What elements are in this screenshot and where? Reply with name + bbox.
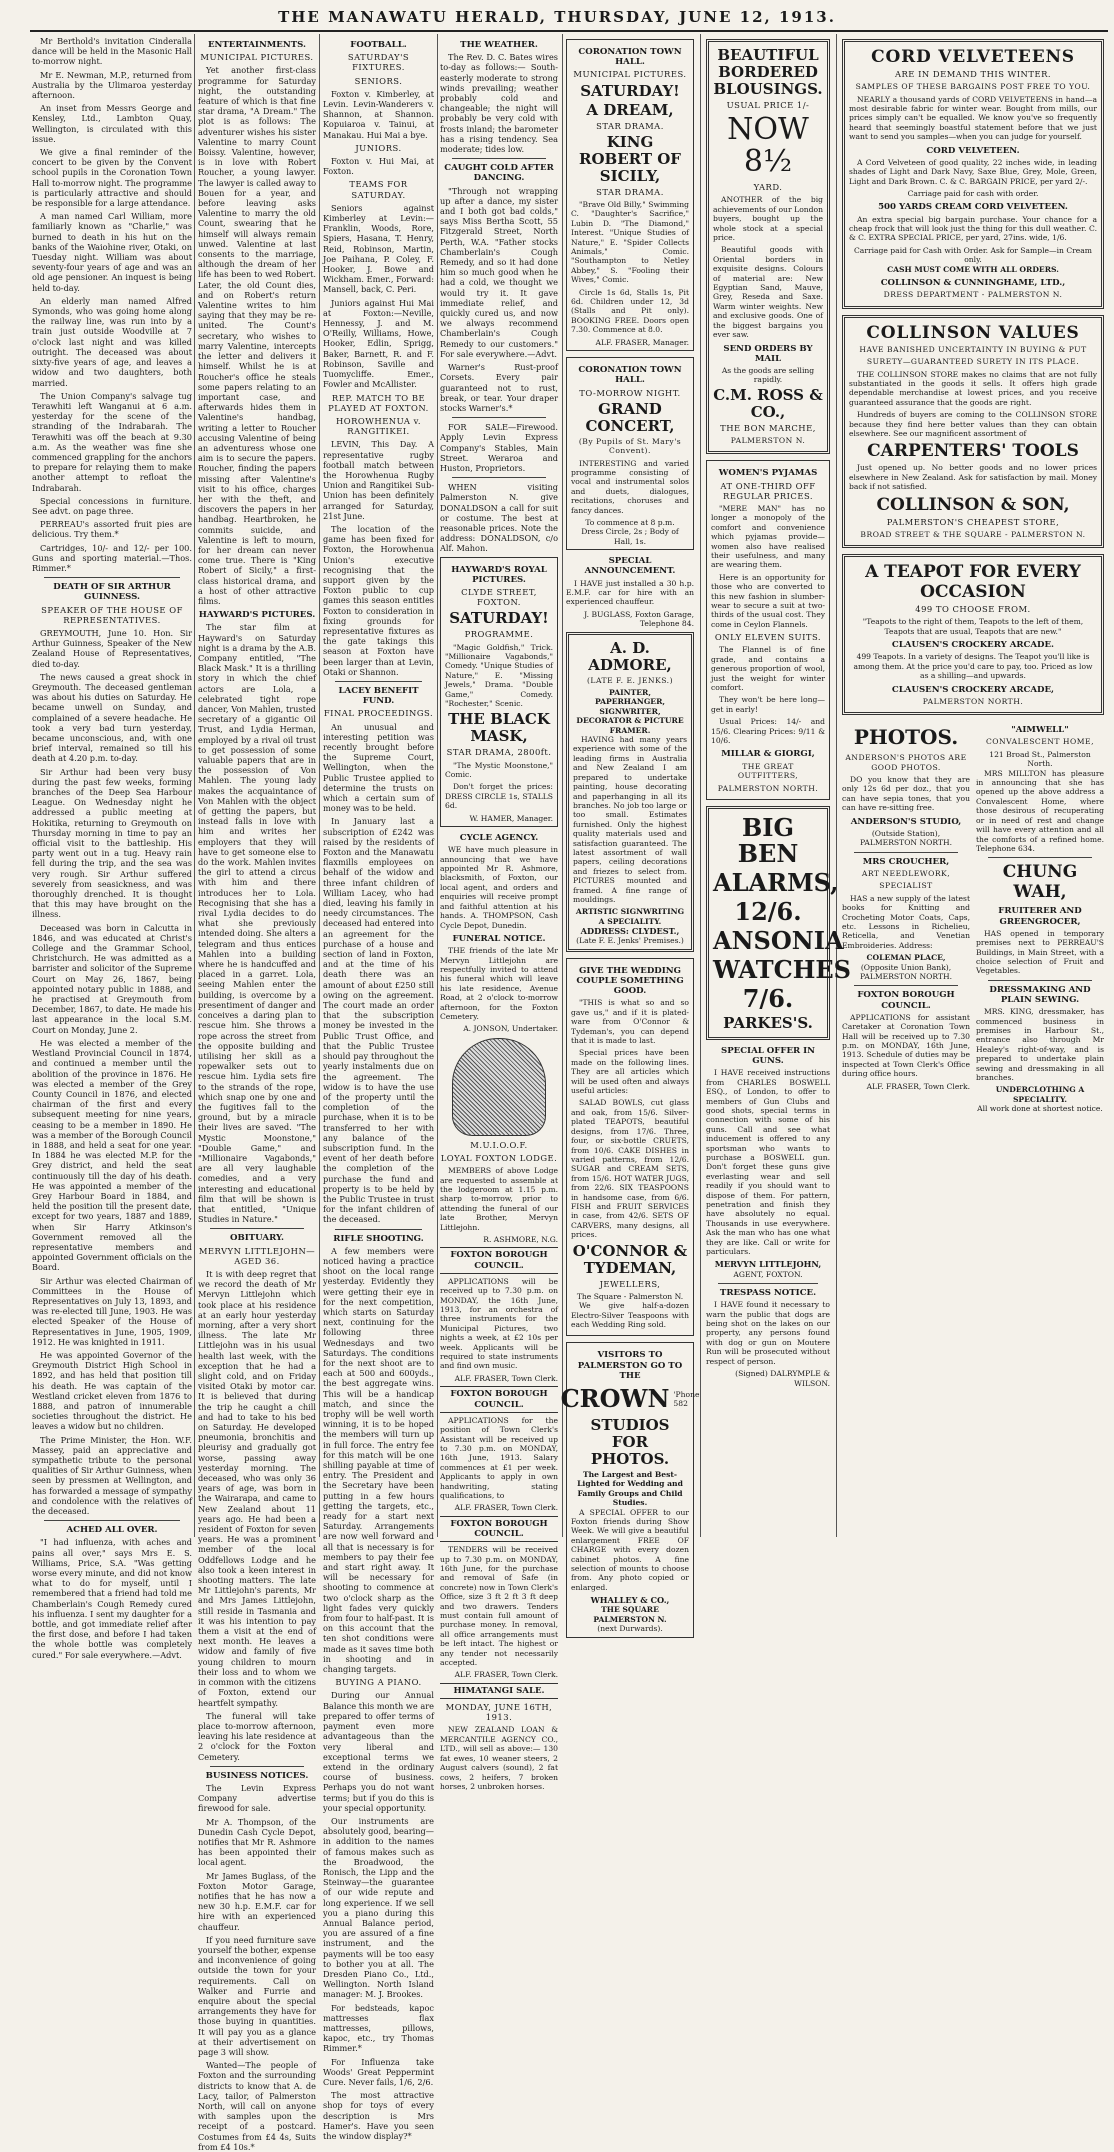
ad-price: 12/6. <box>734 896 802 926</box>
classified-ad: FOR SALE—Firewood. Apply Levin Express Company's Stables, Main Street. Weraroa and Huston, Proprietors. <box>440 422 558 473</box>
article-paragraph: Sir Arthur had been very busy during the past few weeks, forming branches of the Deep Sea Harbour League. On Wednesday night he addressed a public meeting at Hokitika, returning to Greymouth on Thursday morning in time to pay an official visit to the battleship. His party went out in a tug. Heavy rain fell during the trip, and the sea was very rough. Sir Arthur suffered severely from seasickness, and was thoroughly drenched. It is thought that this may have brought on the illness. <box>32 766 192 920</box>
ad-body: DO you know that they are only 12s 6d per doz., that you can have sepia tones, that you can have re-sitting free. <box>842 775 970 813</box>
ad-feature-sub: (By Pupils of St. Mary's Convent). <box>578 436 682 456</box>
article-subheading: BUYING A PIANO. <box>335 1677 422 1688</box>
notice-signature: MERVYN LITTLEJOHN, <box>714 1259 822 1270</box>
section-heading: FOOTBALL. <box>350 40 407 50</box>
news-item: Mr E. Newman, M.P., returned from Australia by the Ulimaroa yesterday afternoon. <box>32 69 192 101</box>
column-4 <box>440 36 558 1791</box>
ad-signature: W. HAMER, Manager. <box>469 813 553 823</box>
notice-body: I HAVE found it necessary to warn the public that dogs are being shot on the lakes on our property, any persons found with dog or gun on Moutere Run will be prosecuted without respect of person. <box>706 1300 830 1366</box>
ad-title: GIVE THE WEDDING COUPLE SOMETHING GOOD. <box>576 965 684 997</box>
separator <box>335 1229 422 1230</box>
ad-body: Hundreds of buyers are coming to the COLLINSON STORE because they find here better values than they can obtain elsewhere. See our magnificent assortment of <box>849 410 1097 438</box>
ad-tagline: The Largest and Best-Lighted for Wedding and Family Groups and Child Studies. <box>577 1470 683 1508</box>
ad-body: INTERESTING and varied programme consisting of vocal and instrumental solos and duets, dialogues, recitations, choruses and fancy dances. <box>571 458 689 515</box>
millar-giorgi-ad <box>706 460 830 800</box>
column-5 <box>560 36 700 1634</box>
ad-title: A. D. ADMORE, <box>588 638 672 674</box>
separator <box>854 852 958 853</box>
ad-trade: PAINTER, PAPERHANGER, SIGNWRITER, DECORATOR & PICTURE FRAMER. <box>576 688 684 735</box>
ad-feature-sub: STAR DRAMA, 2800ft. <box>446 747 552 758</box>
ad-subtitle: HAVE BANISHED UNCERTAINTY IN BUYING & PUT <box>859 344 1087 354</box>
separator <box>452 158 546 159</box>
notice-heading: SPECIAL ANNOUNCEMENT. <box>584 556 676 577</box>
grand-concert-ad <box>566 357 694 550</box>
article-paragraph: During our Annual Balance this month we are prepared to offer terms of payment even more advantageous than the very liberal and exceptional terms we extend in the ordinary course of business. Perhaps you do not want terms; but if you do this is your special opportunity. <box>323 1690 434 1813</box>
ad-usual-price: USUAL PRICE 1/- <box>726 100 810 110</box>
separator <box>988 980 1092 981</box>
article-heading: ACHED ALL OVER. <box>66 1525 158 1536</box>
ad-feature-sub: STAR DRAMA. <box>596 186 664 197</box>
ad-title: HAYWARD'S ROYAL PICTURES. <box>451 564 547 585</box>
news-item: The Union Company's salvage tug Terawhiti left Wanganui at 6 a.m. yesterday for the scene of the stranding of the Indrabarah. The Terawhiti was off the beach at 9.30 a.m. As the weather was fine she commenced grappling for the anchors to prepare for relaying them to make another attempt to refloat the Indrabarah. <box>32 390 192 493</box>
ad-product: BIG BEN <box>737 812 799 868</box>
notice-body: APPLICATIONS for the position of Town Clerk's Assistant will be received up to 7.30 p.m. on MONDAY, 16th June, 1913. Salary commences at £1 per week. Applicants to apply in own handwriting, stating qualifications, to <box>440 1415 558 1500</box>
ad-highlight: ONLY ELEVEN SUITS. <box>714 632 822 643</box>
ad-body: A SPECIAL OFFER to our Foxton friends during Show Week. We will give a beautiful enlargement FREE OF CHARGE with every dozen cabinet photos. A fine selection of mounts to choose from. Any photo copied or enlarged. <box>571 1507 689 1592</box>
ad-trade: JEWELLERS, <box>599 1278 661 1289</box>
ad-section-title: CORD VELVETEEN. <box>926 145 1020 156</box>
ad-town: PALMERSTON N. <box>730 435 806 445</box>
classifieds-right <box>976 721 1104 1113</box>
classifieds-row <box>842 721 1104 1113</box>
article-paragraph: Foxton v. Hui Mai, at Foxton. <box>323 156 434 177</box>
separator <box>44 1520 180 1521</box>
ad-address: CLYDE STREET, FOXTON. <box>461 586 537 608</box>
ad-body: Just opened up. No better goods and no lower prices elsewhere in New Zealand. Ask for satisfaction by mail. Money back if not satisfied. <box>849 463 1097 492</box>
ad-extra: "The Mystic Moonstone," Comic. <box>445 760 553 780</box>
article-paragraph: Our instruments are absolutely good, bearing—in addition to the names of famous makes such as the Broadwood, the Ronisch, the Lipp and the Steinway—the guarantee of our wide repute and long experience. If we sell you a piano during this Annual Balance period, you are assured of a fine instrument, and the payments will be too easy to bother you at all. The Dresden Piano Co., Ltd., Wellington. North Island manager: M. J. Brookes. <box>323 1815 434 2000</box>
ad-note: CASH MUST COME WITH ALL ORDERS. <box>887 264 1059 274</box>
ad-day: SATURDAY! <box>449 609 549 628</box>
separator <box>854 985 958 986</box>
notice-date: MONDAY, JUNE 16TH, 1913. <box>445 1702 553 1723</box>
article-subheading: MERVYN LITTLEJOHN—AGED 36. <box>198 1245 316 1266</box>
ad-trade: ART NEEDLEWORK, <box>861 868 951 878</box>
news-item: An inset from Messrs George and Kensley, Ltd., Lambton Quay, Wellington, is circulated with this issue. <box>32 103 192 144</box>
ad-company: COLLINSON & SON, <box>876 494 1070 515</box>
ad-prices: Don't forget the prices: DRESS CIRCLE 1s, STALLS 6d. <box>445 782 553 811</box>
column-7 <box>842 36 1104 1536</box>
article-subheading: SPEAKER OF THE HOUSE OF REPRESENTATIVES. <box>41 604 183 625</box>
ad-town: PALMERSTON NORTH. <box>859 971 953 981</box>
ad-address: ADDRESS: CLYDEST., <box>580 926 680 937</box>
ad-programme: "Brave Old Billy," Swimming C. "Daughter's Sacrifice," Lubin D. "The Diamond," Interest. "Unique Studies of Nature," E. "Spider Collects Animals," Comic. "Southampton to Netley Abbey," S. "Fooling their Wives," Comic. <box>571 200 689 285</box>
article-paragraph: Deceased was born in Calcutta in 1846, and was educated at Christ's College and the Grammar School, Christchurch. He was admitted as a barrister and solicitor of the Supreme Court on May 26, 1867, being appointed notary public in 1888, and he practised at Greymouth from December, 1867, to date. He made his last appearance in the local S.M. Court on Monday, June 2. <box>32 922 192 1035</box>
ad-title: CORONATION TOWN HALL. <box>578 365 682 386</box>
ad-subtitle: SAMPLES OF THESE BARGAINS POST FREE TO YOU. <box>855 82 1091 92</box>
ad-body: HAS opened in temporary premises next to PERREAU'S Buildings, in Main Street, with a choice selection of Fruit and Vegetables. <box>976 928 1104 976</box>
ad-price: 7/6. <box>742 983 794 1013</box>
ad-feature: GRAND CONCERT, <box>585 399 675 435</box>
ad-body: They won't be here long—get in early! <box>711 695 825 714</box>
ad-signature: ALF. FRASER, Manager. <box>595 337 689 347</box>
article-paragraph: The Rev. D. C. Bates wires to-day as follows:— South-easterly moderate to strong winds prevailing; weather probably cold and changeable; the night will probably be very cold with frosts inland; the barometer has a rising tendency. Sea moderate; tides low. <box>440 52 558 155</box>
notice-item: For Influenza take Woods' Great Peppermint Cure. Never fails, 1/6, 2/6. <box>323 2056 434 2087</box>
ad-feature-sub: STAR DRAMA. <box>596 120 664 131</box>
notice-item: Mr James Buglass, of the Foxton Motor Garage, notifies that he has now a new 30 h.p. E.M.F. car for hire with an experienced chauffeur. <box>198 1870 316 1932</box>
ad-day: SATURDAY! <box>580 81 680 100</box>
ad-product: ALARMS, <box>713 867 839 897</box>
section-heading: ENTERTAINMENTS. <box>207 40 306 50</box>
ad-address: 121 Broad St., Palmerston North. <box>989 749 1091 769</box>
ad-product: WATCHES <box>713 954 851 984</box>
ad-title: VISITORS TO PALMERSTON GO TO THE <box>577 1350 683 1381</box>
notice-signature: R. ASHMORE, N.G. <box>483 1235 558 1245</box>
notice-body: MEMBERS of above Lodge are requested to assemble at the lodgeroom at 1.15 p.m. sharp to-morrow, prior to attending the funeral of our late Brother, Mervyn Littlejohn. <box>440 1166 558 1232</box>
ad-body: 499 Teapots. In a variety of designs. The Teapot you'll like is among them. At the price you'd care to pay, too. Priced as low as a shilling—and upwards. <box>853 652 1093 681</box>
ad-company: COLLINSON & CUNNINGHAME, LTD., <box>880 278 1066 289</box>
ad-address-note: (Late F. E. Jenks' Premises.) <box>576 936 684 946</box>
ad-subtitle: THE GREAT OUTFITTERS, <box>737 761 799 781</box>
ad-prices: Usual Prices: 14/- and 15/6. Clearing Prices: 9/11 & 10/6. <box>711 717 825 746</box>
ad-body: A Cord Velveteen of good quality, 22 inches wide, in leading shades of Light and Dark Navy, Saxe Blue, Grey, Mole, Green, Light and Dark Brown. C. & C. BARGAIN PRICE, per yard 2/-. <box>849 157 1097 186</box>
notice-item: If you need furniture save yourself the bother, expense and inconvenience of going outside the town for your requirements. Call on Walker and Furrie and enquire about the special arrangements they have for those buying in quantities. It will pay you as a glance at their advertisement on page 3 will show. <box>198 1934 316 2057</box>
notice-body: NEW ZEALAND LOAN & MERCANTILE AGENCY CO., LTD., will sell as above:— 130 fat ewes, 10 weaner steers, 2 August calvers (sound), 2 fat cows, 2 heifers, 7 broken horses, 2 unbroken horses. <box>440 1725 558 1791</box>
ad-body: An extra special big bargain purchase. Your chance for a cheap frock that will look just the thing for this dull weather. C. & C. EXTRA SPECIAL PRICE, per yard, 27ins. wide, 1/6. <box>849 214 1097 243</box>
article-paragraph: He was appointed Governor of the Greymouth District High School in 1892, and has held that position till his death. He was captain of the Westland cricket eleven from 1876 to 1888, and patron of innumerable societies throughout the district. He leaves a widow but no children. <box>32 1349 192 1432</box>
ad-store: THE BON MARCHE, <box>720 422 816 433</box>
ad-programme: "Magic Goldfish," Trick. "Millionaire Vagabonds," Comedy. "Unique Studies of Nature," E. "Missing Jewels," Drama. "Double Game," Comedy. "Rochester," Scenic. <box>445 642 553 708</box>
hayward-pictures-ad <box>440 557 558 828</box>
ad-company: MRS CROUCHER, <box>862 856 950 867</box>
separator <box>988 857 1092 858</box>
article-subheading: MUNICIPAL PICTURES. <box>200 52 314 63</box>
ad-body: THE COLLINSON STORE makes no claims that are not fully substantiated in the goods it sells. It offers high grade dependable merchandise at lowest prices, and you receive guaranteed assurance that the goods are right. <box>849 369 1097 407</box>
notice-body: TENDERS will be received up to 7.30 p.m. on MONDAY, 16th June, for the purchase and removal of Safe (in concrete) now in Town Clerk's Office, size 3 ft 2 ft 3 ft deep and two drawers. Tenders must contain full amount of purchase money. In removal, all office arrangements must be left intact. The highest or any tender not necessarily accepted. <box>440 1545 558 1668</box>
ad-speciality: ARTISTIC SIGNWRITING A SPECIALITY. <box>575 907 685 926</box>
ad-product: ANSONIA <box>713 925 844 955</box>
ad-subtitle: SURETY—GUARANTEED SURETY IN ITS PLACE. <box>866 357 1080 367</box>
crown-studios-ad <box>560 1342 700 1637</box>
ad-subtitle: 499 TO CHOOSE FROM. <box>915 604 1031 615</box>
notice-heading: TRESPASS NOTICE. <box>719 1288 817 1299</box>
article-subheading: FINAL PROCEEDINGS. <box>323 708 434 719</box>
notice-signature: (Signed) DALRYMPLE & WILSON. <box>735 1369 830 1388</box>
ad-trade: SPECIALIST <box>879 881 933 891</box>
ad-label: PROGRAMME. <box>464 629 534 640</box>
oconnor-tydeman-ad <box>566 958 694 1337</box>
article-paragraph: The Prime Minister, the Hon. W.F. Massey, paid an appreciative and sympathetic tribute to the personal qualities of Sir Arthur Guinness, when seen by pressmen at Wellington, and has forwarded a message of sympathy and condolence with the relatives of the deceased. <box>32 1434 192 1517</box>
section-heading: RIFLE SHOOTING. <box>333 1233 424 1244</box>
ad-title: WOMEN'S PYJAMAS <box>718 468 818 479</box>
ad-address: BROAD STREET & THE SQUARE - PALMERSTON N. <box>860 529 1086 539</box>
ad-body: NEARLY a thousand yards of CORD VELVETEENS in hand—a most desirable fabric for winter wear. Bought from mills, our prices simply can't be equalled. We know you've so frequently heard that seemingly boastful statement before that we just want to send you samples—when you can judge for yourself. <box>849 94 1097 142</box>
ad-title: COLLINSON VALUES <box>866 322 1080 343</box>
notice-item: Warner's Rust-proof Corsets. Every pair guaranteed not to rust, break, or tear. Your draper stocks Warner's.* <box>440 362 558 413</box>
ad-address-note: (Opposite Union Bank), <box>860 962 952 972</box>
separator <box>335 681 422 682</box>
lodge-title: LOYAL FOXTON LODGE. <box>440 1152 558 1163</box>
ad-body: HAS a new supply of the latest books for Knitting and Crocheting Motor Coats, Caps, etc. Lessons in Richelieu, Reticella, and Venetian Embroideries. Address: <box>842 893 970 950</box>
ad-speciality: UNDERCLOTHING A SPECIALITY. <box>995 1085 1085 1104</box>
article-paragraph: Seniors against Kimberley at Levin:—Franklin, Woods, Rore, Spiers, Hasana, T. Henry, Reid, Robinson, Martin, Joe Paihana, P. Coley, F. Hooker, J. Bowe and Wickham. Emer., Forward: Mansell, back, C. Peri. <box>323 202 434 295</box>
column-divider <box>836 34 837 1537</box>
ad-prices: Dress Circle, 2s ; Body of Hall, 1s. <box>581 527 679 546</box>
news-item: Mr Berthold's invitation Cinderalla dance will be held in the Masonic Hall to-morrow night. <box>32 36 192 67</box>
ad-company: PARKES'S. <box>723 1013 813 1032</box>
classifieds-left <box>842 721 970 1113</box>
ad-body: "MERE MAN" has no longer a monopoly of the comfort and convenience which pyjamas provide—women also have realised their usefulness, and many are wearing them. <box>711 503 825 570</box>
ad-body: The Flannel is of fine grade, and contains a generous proportion of wool, just the weight for winter comfort. <box>711 645 825 693</box>
news-item: A man named Carl William, more familiarly known as "Charlie," was burned to death in his hut on the banks of the Waiohine river, Otaki, on Tuesday night. William was about seventy-four years of age and was an old age pensioner. An inquest is being held to-day. <box>32 211 192 293</box>
ad-company: CLAUSEN'S CROCKERY ARCADE. <box>891 640 1055 651</box>
ad-subtitle: ARE IN DEMAND THIS WINTER. <box>894 69 1052 79</box>
notice-signature: ALF. FRASER, Town Clerk. <box>454 1503 558 1513</box>
notice-heading: FUNERAL NOTICE. <box>452 933 546 944</box>
ad-feature: CARPENTERS' TOOLS <box>867 441 1079 462</box>
ad-company: C.M. ROSS & CO., <box>713 385 823 421</box>
article-heading: DEATH OF SIR ARTHUR GUINNESS. <box>53 582 171 603</box>
ad-brand: CROWN <box>560 1384 670 1413</box>
clausen-crockery-ad <box>842 554 1104 715</box>
notice-item: The most attractive shop for toys of every description is Mrs Hamer's. Have you seen the window display?* <box>323 2090 434 2142</box>
section-heading: LACEY BENEFIT FUND. <box>338 685 419 707</box>
article-subheading: SENIORS. <box>354 75 403 86</box>
notice-heading: HIMATANGI SALE. <box>440 1683 558 1699</box>
ad-feature: THE BLACK MASK, <box>448 710 550 746</box>
ad-title: "AIMWELL" <box>1011 725 1069 736</box>
notice-body: THE friends of the late Mr Mervyn Littlejohn are respectfully invited to attend his funeral which will leave his late residence, Avenue Road, at 2 o'clock to-morrow afternoon, for the Foxton Cemetery. <box>440 946 558 1021</box>
notice-item: Wanted—The people of Foxton and the surrounding districts to know that A. de Lacy, tailor, of Palmerston North, will call on anyone with samples upon the receipt of a postcard. Costumes from £4 4s, Suits from £4 10s.* <box>198 2060 316 2152</box>
article-paragraph: The location of the game has been fixed for Foxton, the Horowhenua Union's executive recognising that the support given by the Foxton public to cup games this season entitles Foxton to consideration in fixing grounds for representative fixtures as the gate takings this season at Foxton have been larger than at Levin, Otaki or Shannon. <box>323 523 434 677</box>
ad-trade: FRUITERER AND GREENGROCER, <box>998 906 1082 927</box>
ad-note: We give half-a-dozen Electro-Silver Teaspoons with each Wedding Ring sold. <box>571 1301 689 1329</box>
ad-title: A TEAPOT FOR EVERY OCCASION <box>865 562 1081 603</box>
ad-body: Here is an opportunity for those who are converted to this new fashion in slumber-wear to secure a suit at two-thirds of the usual cost. They come in Ceylon Flannels. <box>711 572 825 629</box>
notice-body: I HAVE just installed a 30 h.p. E.M.F. car for hire with an experienced chauffeur. <box>566 578 694 607</box>
notice-heading: CYCLE AGENCY. <box>459 833 539 844</box>
ad-price: NOW 8½ <box>727 112 809 180</box>
article-paragraph: A few members were noticed having a practice shoot on the local range yesterday. Evidently they were getting their eye in for the next competition, which starts on Saturday next, continuing for the following three Wednesdays and two Saturdays. The conditions for the next shoot are to each at 500 and 600yds., the best aggregate wins. This will be a handicap match, and since the trophy will be well worth winning, it is to be hoped the members will turn up in full force. The entry fee for this match will be one shilling payable at time of entry. The President and the Secretary have been putting in a few hours getting the targets, etc., ready for a start next Saturday. Arrangements are now well forward and all that is necessary is for members to pay their fee and start right away. It will be necessary for shooting to commence at two o'clock sharp as the light fades very quickly from four to half-past. It is on this account that the ten shot conditions were made as it saves time both in shooting and in changing targets. <box>323 1245 434 1675</box>
news-item: An elderly man named Alfred Symonds, who was going home along the railway line, was run into by a train just outside Woodville at 7 o'clock last night and was killed outright. The deceased was about sixty-five years of age, and leaves a widow and two daughters, both married. <box>32 295 192 388</box>
notice-heading: SPECIAL OFFER IN GUNS. <box>720 1045 816 1067</box>
news-item: We give a final reminder of the concert to be given by the Convent school pupils in the Coronation Town Hall to-morrow night. The programme is particularly attractive and should be responsible for a large attendance. <box>32 147 192 209</box>
column-divider <box>562 34 563 1537</box>
ad-company: MILLAR & GIORGI, <box>721 749 815 760</box>
notice-item: For bedsteads, kapoc mattresses flax mattresses, pillows, kapoc, etc., try Thomas Rimmer.* <box>323 2002 434 2054</box>
ad-company: CLAUSEN'S CROCKERY ARCADE, <box>891 684 1055 695</box>
column-divider <box>700 34 701 1537</box>
article-paragraph: He was elected a member of the Westland Provincial Council in 1874, and continued a member until the abolition of the province in 1876. He was elected a member of the Grey County Council in 1876, and elected chairman of the first and every subsequent meeting for nine years, ceasing to be a member in 1890. He was a member of the Borough Council in 1888, and held a seat for one year. In 1884 he was elected M.P. for the Grey district, and held the seat continuously till the day of his death. He was appointed a member of the Grey Harbour Board in 1884, and held the position till the present date, except for two years, 1887 and 1889, when Sir Harry Atkinson's Government removed all the representative members and appointed Government officials on the Board. <box>32 1037 192 1273</box>
ad-town: PALMERSTON NORTH. <box>922 696 1024 706</box>
ad-location: (Outside Station), <box>871 828 941 838</box>
notice-item: The Levin Express Company advertise firewood for sale. <box>198 1782 316 1814</box>
admore-ad <box>566 632 694 952</box>
ad-body: Beautiful goods with Oriental borders in exquisite designs. Colours of material are: New Egyptian Sand, Mauve, Grey, Reseda and Saxe. Warm winter weights. New and exclusive goods. One of the biggest bargains you ever saw. <box>713 245 823 340</box>
ad-address-note: (next Durwards). <box>597 1624 663 1634</box>
notice-body: APPLICATIONS for assistant Caretaker at Coronation Town Hall will be received up to 7.30 p.m. on MONDAY, 16th June, 1913. Schedule of duties may be inspected at Town Clerk's Office during office hours. <box>842 1012 970 1079</box>
ad-title: CORONATION TOWN HALL. <box>578 47 682 68</box>
column-divider <box>319 34 320 1537</box>
notice-body: WE have much pleasure in announcing that we have appointed Mr R. Ashmore, blacksmith, of Foxton, our local agent, and orders and enquiries will receive prompt and faithful attention at his hands. A. THOMPSON, Cash Cycle Depot, Dunedin. <box>440 845 558 930</box>
section-heading: OBITUARY. <box>230 1233 284 1244</box>
ad-body: ANOTHER of the big achievements of our London buyers, bought up the whole stock at a special price. <box>713 195 823 243</box>
article-paragraph: An unusual and interesting petition was recently brought before the Supreme Court, Wellington, when the Public Trustee applied to determine the trusts on which a certain sum of money was to be held. <box>323 721 434 814</box>
ad-phone: 'Phone 582 <box>673 1389 700 1408</box>
cord-velveteens-ad <box>842 39 1104 309</box>
ad-feature: A DREAM, <box>586 100 674 119</box>
notice-item: Mr A. Thompson, of the Dunedin Cash Cycle Depot, notifies that Mr R. Ashmore has been appointed their local agent. <box>198 1816 316 1868</box>
masthead: THE MANAWATU HERALD, THURSDAY, JUNE 12, 1913. <box>278 8 836 26</box>
separator <box>452 477 546 478</box>
ad-time: To commence at 8 p.m. <box>585 517 675 527</box>
separator <box>718 1283 818 1284</box>
ad-prices: Circle 1s 6d, Stalls 1s, Pit 6d. Children under 12, 3d (Stalls and Pit only). BOOKING FREE. Doors open 7.30. Commence at 8.0. <box>571 287 689 335</box>
column-divider <box>437 34 438 1537</box>
article-subheading: JUNIORS. <box>355 142 402 153</box>
ad-items: SALAD BOWLS, cut glass and oak, from 15/6. Silver-plated TEAPOTS, beautiful designs, from 17/6. Three, four, or six-bottle CRUETS, from 10/6. CAKE DISHES in varied patterns, from 12/6. SUGAR and CREAM SETS, from 15/6. HOT WATER JUGS, from 22/6. SIX TEASPOONS in handsome case, from 6/6. FISH and FRUIT SERVICES in case, from 42/6. SETS OF CARVERS, many designs, all prices. <box>571 1098 689 1240</box>
ad-subtitle: TO-MORROW NIGHT. <box>579 387 681 398</box>
ad-note: All work done at shortest notice. <box>977 1104 1103 1114</box>
ad-company: WHALLEY & CO., <box>590 1595 670 1606</box>
ad-note: As the goods are selling rapidly. <box>721 365 815 385</box>
separator <box>44 577 180 578</box>
notice-signature: ALF. FRASER, Town Clerk. <box>454 1373 558 1383</box>
notice-heading: FOXTON BOROUGH COUNCIL. <box>440 1516 558 1542</box>
ad-body: HAVING had many years experience with some of the leading firms in Australia and New Zealand I am prepared to undertake painting, house decorating and paperhanging in all its branches. No job too large or too small. Estimates furnished. Only the highest quality materials used and satisfaction guaranteed. The latest assortment of wall papers, ceiling decorations and friezes to select from. PICTURES mounted and framed. A fine range of mouldings. <box>573 735 687 904</box>
ad-cta: SEND ORDERS BY MAIL <box>723 343 813 364</box>
ad-subtitle: PALMERSTON'S CHEAPEST STORE, <box>886 516 1060 527</box>
ad-company: CHUNG WAH, <box>1002 862 1078 903</box>
notice-heading: FOXTON BOROUGH COUNCIL. <box>857 990 955 1011</box>
lodge-emblem-image <box>452 1038 546 1136</box>
article-paragraph: The news caused a great shock in Greymouth. The deceased gentleman was about his duties on Saturday. He became unwell on Sunday, and complained of a severe headache. He took a very bad turn yesterday, became unconscious, and, with one brief interval, remained so till his death at 4.20 p.m. to-day. <box>32 671 192 764</box>
ad-subtitle: AT ONE-THIRD OFF REGULAR PRICES. <box>720 480 816 501</box>
notice-signature: ALF. FRASER, Town Clerk. <box>454 1670 558 1680</box>
ad-address: COLEMAN PLACE, <box>866 953 946 963</box>
notice-signature: ALF. FRASER, Town Clerk. <box>866 1081 970 1091</box>
article-paragraph: GREYMOUTH, June 10. Hon. Sir Arthur Guinness, Speaker of the New Zealand House of Representatives, died to-day. <box>32 627 192 669</box>
separator <box>210 1228 304 1229</box>
ad-body: MRS MILLTON has pleasure in announcing that she has opened up the above address a Convalescent Home, where those desirous of recuperating or in need of rest and change will have every attention and all the comforts of a refined home. Telephone 634. <box>976 768 1104 853</box>
collinson-values-ad <box>842 315 1104 548</box>
article-paragraph: LEVIN, This Day. A representative rugby football match between the Horowhenua Rugby Union and Rangitikei Sub-Union has been definitely arranged for Saturday, 21st June. <box>323 439 434 521</box>
ad-feature: KING ROBERT OF SICILY, <box>579 132 681 185</box>
article-paragraph: The funeral will take place to-morrow afternoon, leaving his late residence at 2 o'clock for the Foxton Cemetery. <box>198 1710 316 1762</box>
article-heading: CAUGHT COLD AFTER DANCING. <box>444 163 554 184</box>
ad-company: O'CONNOR & TYDEMAN, <box>572 1241 688 1277</box>
article-heading: HAYWARD'S PICTURES. <box>198 610 316 621</box>
ad-title: PHOTOS. <box>853 725 959 750</box>
news-item: Cartridges, 10/- and 12/- per 100. Guns and sporting material.—Thos. Rimmer.* <box>32 542 192 573</box>
ad-title: CORD VELVETEENS <box>871 47 1075 67</box>
ad-address: THE SQUARE PALMERSTON N. <box>593 1605 667 1624</box>
ad-body: MRS. KING, dressmaker, has commenced business in premises in Harbour St., entrance also through Mr Healey's right-of-way, and is prepared to undertake plain sewing and dressmaking in all branches. <box>976 1007 1104 1083</box>
ad-body: Special prices have been made on the following lines. They are all articles which will be used often and always useful articles: <box>571 1048 689 1096</box>
article-paragraph: Foxton v. Kimberley, at Levin. Levin-Wanderers v. Shannon, at Shannon. Kopuiaroa v. Tainui, at Manakau. Hui Mai a bye. <box>323 88 434 140</box>
article-paragraph: "I had influenza, with aches and pains all over," says Mrs E. S. Williams, Price, S.A. "Was getting worse every minute, and did not know what to do for myself, until I remembered that a friend had told me Chamberlain's Cough Remedy cured his influenza. I sent my daughter for a bottle, and got immediate relief after the first dose, and before I had taken the whole bottle was completely cured." For sale everywhere.—Advt. <box>32 1537 192 1660</box>
section-heading: BUSINESS NOTICES. <box>205 1770 309 1781</box>
ad-town: PALMERSTON NORTH. <box>859 838 953 848</box>
column-divider <box>194 34 195 1537</box>
lodge-name: M.U.I.O.O.F. <box>470 1139 528 1150</box>
ad-department: DRESS DEPARTMENT - PALMERSTON N. <box>883 290 1063 300</box>
notice-heading: FOXTON BOROUGH COUNCIL. <box>440 1247 558 1273</box>
ad-note: Carriage paid for cash with order. <box>907 189 1039 199</box>
section-heading: THE WEATHER. <box>460 40 538 50</box>
article-subheading: SATURDAY'S FIXTURES. <box>347 52 410 73</box>
coronation-hall-pictures-ad <box>566 39 694 351</box>
article-subheading: REP. MATCH TO BE PLAYED AT FOXTON. <box>328 392 429 413</box>
parkes-ad <box>706 806 851 1040</box>
column-2 <box>198 36 316 2152</box>
ad-company: ANDERSON'S STUDIO, <box>850 816 962 827</box>
article-paragraph: Sir Arthur was elected Chairman of Committees in the House of Representatives on July 13, 1893, and was re-elected till June, 1903. He was elected Speaker of the House of Representatives in June, 1905, 1909, 1912. He was knighted in 1911. <box>32 1275 192 1347</box>
article-paragraph: In January last a subscription of £242 was raised by the residents of Foxton and the Manawatu flaxmills employees on behalf of the widow and three infant children of William Lacey, who had died, leaving his family in needy circumstances. The deceased had entered into an agreement for the purchase of a house and section of land in Foxton, and at the time of his death there was an amount of about £250 still owing on the agreement. The court made an order that the subscription money be invested in the Public Trust Office, and that the Public Trustee should pay throughout the yearly instalments due on the agreement. The widow is to have the use of the property until the completion of the purchase, when it is to be transferred to her with any balance of the subscription fund. In the event of her death before the completion of the purchase the fund and property is to be held by the Public Trustee in trust for the infant children of the deceased. <box>323 816 434 1225</box>
article-subheading: HOROWHENUA v. RANGITIKEI. <box>335 415 422 437</box>
separator <box>452 417 546 418</box>
ad-title: BEAUTIFUL BORDERED BLOUSINGS. <box>713 46 823 98</box>
article-paragraph: "Through not wrapping up after a dance, my sister and I both got bad colds," says Miss Bertha Scott, 55 Fitzgerald Street, North Perth, W.A. "Father stocks Chamberlain's Cough Remedy, and so it had done him so much good when he had a cold, we thought we would try it. It gave immediate relief, and quickly cured us, and now we always recommend Chamberlain's Cough Remedy to our customers." For sale everywhere.—Advt. <box>440 185 558 359</box>
article-paragraph: Yet another first-class programme for Saturday night, the outstanding feature of which is that fine star drama, "A Dream." The plot is as follows: The adventurer wishes his sister Valentine to marry Count Boissy. Valentine, however, is in love with Robert Roucher, a young lawyer. The lawyer is called away to Bouen for a year, and before leaving asks Valentine to marry the old Count, swearing that he himself will always remain unwed. Valentine at last consents to the marriage, although the dream of her life has been to wed Robert. Later, the old Count dies, and on Robert's return Valentine writes to him saying that they may be re-united. The Count's secretary, who wishes to marry Valentine, intercepts the letter and delivers it himself. Whilst he is at Roucher's office he steals some papers relating to an important case, and afterwards hides them in Valentine's handbag, writing a letter to Roucher accusing Valentine of being an adventuress whose one aim is to secure the papers. Roucher, finding the papers missing after Valentine's visit to his office, charges her with the theft, and discovers the papers in her handbag. Heartbroken, he commits suicide, and Valentine is left to mourn, for her dream can never come true. There is "King Robert of Sicily," a first-class historical drama, and a host of other attractive films. <box>198 65 316 606</box>
ad-unit: YARD. <box>753 182 783 193</box>
notice-signature: J. BUGLASS, Foxton Garage, Telephone 84. <box>584 609 694 629</box>
ad-address: The Square - Palmerston N. <box>576 1291 684 1301</box>
classified-ad: WHEN visiting Palmerston N. give DONALDSON a call for suit or costume. The best at reasonable prices. Note the address: DONALDSON, c/o Alf. Mahon. <box>440 482 558 554</box>
ad-quote: "THIS is what so and so gave us," and if it is plated-ware from O'Connor & Tydeman's, you can depend that it is made to last. <box>571 998 689 1046</box>
notice-signature-sub: AGENT, FOXTON. <box>733 1269 803 1279</box>
notice-body: I HAVE received instructions from CHARLES BOSWELL ESQ., of London, to offer to members of Gun Clubs and good shots, special terms in connection with some of his guns. Call and see what inducement is offered to any sportsman who wants to purchase a BOSWELL gun. Don't forget these guns give everlasting wear and sell readily if you should want to dispose of them. For pattern, penetration and finish they have absolutely no equal. Thousands in use everywhere. Ask the man who has one what they are like. Call or write for particulars. <box>706 1068 830 1257</box>
bon-marche-ad <box>706 39 830 454</box>
article-paragraph: It is with deep regret that we record the death of Mr Mervyn Littlejohn which took place at his residence at an early hour yesterday morning, after a very short illness. The late Mr Littlejohn was in his usual health last week, with the exception that he had a slight cold, and on Friday visited Otaki by motor car. It is believed that during the trip he caught a chill and had to take to his bed on Saturday. He developed pneumonia, bronchitis and pleurisy and gradually got worse, passing away yesterday morning. The deceased, who was only 36 years of age, was born in the Wairarapa, and came to New Zealand about 11 years ago. He had been a resident of Foxton for seven years. He was a prominent member of the local Oddfellows Lodge and he also took a keen interest in shooting matters. The late Mr Littlejohn's parents, Mr and Mrs James Littlejohn, still reside in Tasmania and it was his intention to pay them a visit at the end of next month. He leaves a widow and family of five young children to mourn their loss and to whom we in common with the citizens of Foxton, extend our heartfelt sympathy. <box>198 1268 316 1708</box>
news-item: PERREAU's assorted fruit pies are delicious. Try them.* <box>32 519 192 540</box>
notice-heading: FOXTON BOROUGH COUNCIL. <box>440 1386 558 1412</box>
notice-body: APPLICATIONS will be received up to 7.30 p.m. on MONDAY, the 16th June, 1913, for an orchestra of three instruments for the Municipal Pictures, two nights a week, at £2 10s per week. Applicants will be required to state instruments and find own music. <box>440 1276 558 1371</box>
separator <box>210 1766 304 1767</box>
column-6 <box>706 36 851 1536</box>
ad-subtitle: ANDERSON'S PHOTOS ARE GOOD PHOTOS. <box>845 753 967 772</box>
column-3 <box>323 36 434 2142</box>
ad-subtitle: CONVALESCENT HOME, <box>986 737 1094 747</box>
ad-title: DRESSMAKING AND PLAIN SEWING. <box>989 984 1091 1005</box>
masthead-rule <box>30 30 1108 32</box>
news-item: Special concessions in furniture. See advt. on page three. <box>32 495 192 516</box>
column-1 <box>32 36 192 1660</box>
ad-note: Carriage paid for Cash with Order. Ask for Sample—in Cream only. <box>853 245 1093 265</box>
article-paragraph: Juniors against Hui Mai at Foxton:—Neville, Hennessy, J. and M. O'Reilly, Williams, Howe, Hooker, Edlin, Sprigg, Baker, Barnett, R. and F. Robinson, Saville and Tuomycliffe. Emer., Fowler and McAllister. <box>323 297 434 390</box>
ad-subtitle: MUNICIPAL PICTURES. <box>573 69 687 80</box>
notice-signature: A. JONSON, Undertaker. <box>463 1024 558 1034</box>
ad-poem: "Teapots to the right of them, Teapots to the left of them, Teapots that are usual, Teapots that are new." <box>862 617 1084 636</box>
ad-section-title: 500 YARDS CREAM CORD VELVETEEN. <box>878 202 1068 213</box>
ad-town: PALMERSTON NORTH. <box>717 783 819 793</box>
article-paragraph: The star film at Hayward's on Saturday night is a drama by the A.B. Company entitled, "The Black Mask." It is a thrilling story in which the chief actors are Lola, a celebrated tight rope dancer, Von Mahlen, trusted secretary of a gigantic Oil Trust, and Lydia Herman, employed by a rival oil trust to get possession of some valuable papers that are in the possession of Von Mahlen. The young lady makes the acquaintance of Von Mahlen with the object of getting the papers, but instead falls in love with him and writes her employers that they will have to get someone else to do the work. Mahlen invites the girl to attend a circus with him and there introduces her to Lola. Recognising that she has a rival Lydia decides to do what she previously intended doing. She alters a telegram and thus entices Mahlen into a building where he is handcuffed and placed in a garret. Lola, seeing Mahlen enter the building, is overcome by a presentiment of danger and conceives a daring plan to rescue him. She throws a rope across the street from the opposite building and utilising her skill as a ropewalker sets out to rescue him. Lydia sets fire to the strands of the rope, which snap one by one and the fugitives fall to the ground, but by a miracle their lives are saved. "The Mystic Moonstone," "Double Game," and "Millionaire Vagabonds," are all very laughable comedies, and a very interesting and educational film that will be shown is that entitled, "Unique Studies in Nature." <box>198 622 316 1225</box>
article-subheading: TEAMS FOR SATURDAY. <box>349 179 408 200</box>
ad-feature: STUDIOS FOR PHOTOS. <box>590 1416 670 1468</box>
ad-subtitle: (LATE F. E. JENKS.) <box>586 675 674 685</box>
